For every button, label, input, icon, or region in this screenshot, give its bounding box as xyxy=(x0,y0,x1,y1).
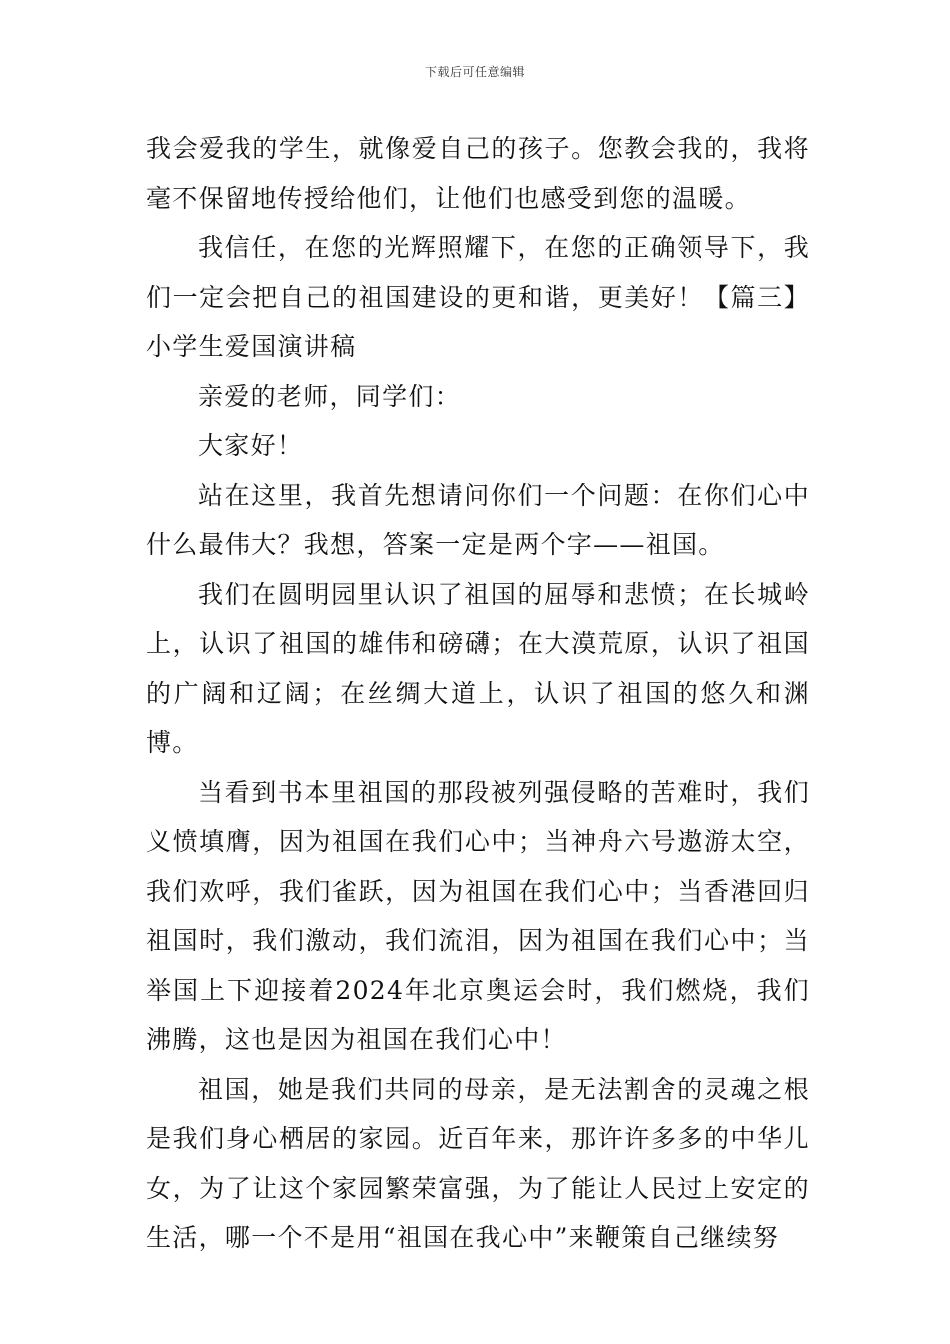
paragraph-3: 亲爱的老师，同学们： xyxy=(198,381,462,411)
paragraph-4: 大家好！ xyxy=(198,431,304,460)
paragraph-8: 祖国，她是我们共同的母亲，是无法割舍的灵魂之根是我们身心栖居的家园。近百年来，那许许多多的中华儿女，为了让这个家园繁荣富强，为了能让人民过上安定的生活，哪一个不是用“祖国在我心中”来鞭策自己继续努 xyxy=(146,1074,810,1252)
paragraph-5: 站在这里，我首先想请问你们一个问题：在你们心中什么最伟大？我想，答案一定是两个字——祖国。 xyxy=(146,480,810,559)
paragraph-6: 我们在圆明园里认识了祖国的屈辱和悲愤；在长城岭上，认识了祖国的雄伟和磅礴；在大漠荒原，认识了祖国的广阔和辽阔；在丝绸大道上，认识了祖国的悠久和渊博。 xyxy=(146,579,810,757)
paragraph-7: 当看到书本里祖国的那段被列强侵略的苦难时，我们义愤填膺，因为祖国在我们心中；当神舟六号遨游太空，我们欢呼，我们雀跃，因为祖国在我们心中；当香港回归祖国时，我们激动，我们流泪，因为祖国在我们心中；当举国上下迎接着2024年北京奥运会时，我们燃烧，我们沸腾，这也是因为祖国在我们心中！ xyxy=(146,777,810,1054)
header-note: 下载后可任意编辑 xyxy=(424,65,525,79)
document-body xyxy=(146,124,810,1263)
paragraph-1: 我会爱我的学生，就像爱自己的孩子。您教会我的，我将毫不保留地传授给他们，让他们也感受到您的温暖。 xyxy=(146,134,810,213)
paragraph-2: 我信任，在您的光辉照耀下，在您的正确领导下，我们一定会把自己的祖国建设的更和谐，更美好！【篇三】小学生爱国演讲稿 xyxy=(146,233,810,361)
